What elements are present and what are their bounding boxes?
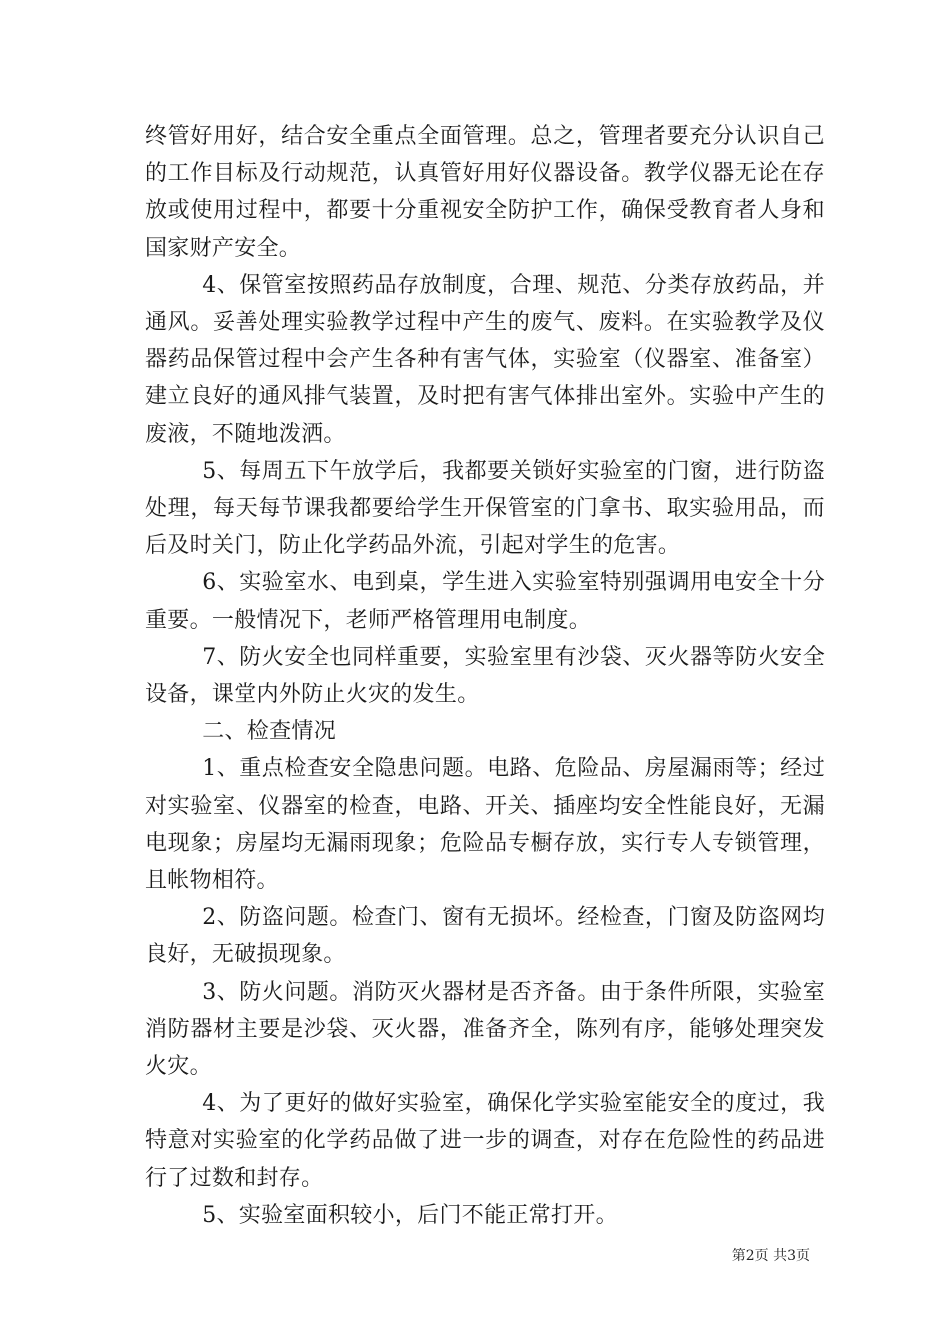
document-body — [145, 118, 825, 1234]
paragraph-item-7-fire-safety: 7、防火安全也同样重要，实验室里有沙袋、灭火器等防火安全设备，课堂内外防止火灾的发生。 — [145, 644, 825, 708]
section-heading-inspection: 二、检查情况 — [202, 719, 336, 745]
current-page-number: 2 — [745, 1248, 755, 1264]
paragraph-inspection-1-hazards: 1、重点检查安全隐患问题。电路、危险品、房屋漏雨等；经过对实验室、仪器室的检查，电路、开关、插座均安全性能良好，无漏电现象；房屋均无漏雨现象；危险品专橱存放，实行专人专锁管理，且帐物相符。 — [145, 756, 825, 894]
paragraph-item-4-storage: 4、保管室按照药品存放制度，合理、规范、分类存放药品，并通风。妥善处理实验教学过程中产生的废气、废料。在实验教学及仪器药品保管过程中会产生各种有害气体，实验室（仪器室、准备室）建立良好的通风排气装置，及时把有害气体排出室外。实验中产生的废液，不随地泼洒。 — [145, 272, 825, 447]
page-middle: 页 共 — [754, 1248, 788, 1264]
paragraph-item-5-security: 5、每周五下午放学后，我都要关锁好实验室的门窗，进行防盗处理，每天每节课我都要给学生开保管室的门拿书、取实验用品，而后及时关门，防止化学药品外流，引起对学生的危害。 — [145, 458, 825, 559]
paragraph-inspection-5-door: 5、实验室面积较小，后门不能正常打开。 — [202, 1202, 618, 1228]
page-prefix: 第 — [731, 1248, 746, 1264]
paragraph-item-6-electricity: 6、实验室水、电到桌，学生进入实验室特别强调用电安全十分重要。一般情况下，老师严格管理用电制度。 — [145, 570, 825, 633]
total-page-count: 3 — [787, 1248, 796, 1264]
paragraph-inspection-3-fire: 3、防火问题。消防灭火器材是否齐备。由于条件所限，实验室消防器材主要是沙袋、灭火器，准备齐全，陈列有序，能够处理突发火灾。 — [145, 979, 825, 1080]
page-number-footer — [700, 1245, 810, 1265]
paragraph-continuation: 终管好用好，结合安全重点全面管理。总之，管理者要充分认识自己的工作目标及行动规范，认真管好用好仪器设备。教学仪器无论在存放或使用过程中，都要十分重视安全防护工作，确保受教育者人身和国家财产安全。 — [145, 124, 825, 261]
paragraph-inspection-2-theft: 2、防盗问题。检查门、窗有无损坏。经检查，门窗及防盗网均良好，无破损现象。 — [145, 905, 825, 968]
page-suffix: 页 — [796, 1248, 810, 1264]
paragraph-inspection-4-chemicals: 4、为了更好的做好实验室，确保化学实验室能安全的度过，我特意对实验室的化学药品做了进一步的调查，对存在危险性的药品进行了过数和封存。 — [145, 1091, 825, 1191]
